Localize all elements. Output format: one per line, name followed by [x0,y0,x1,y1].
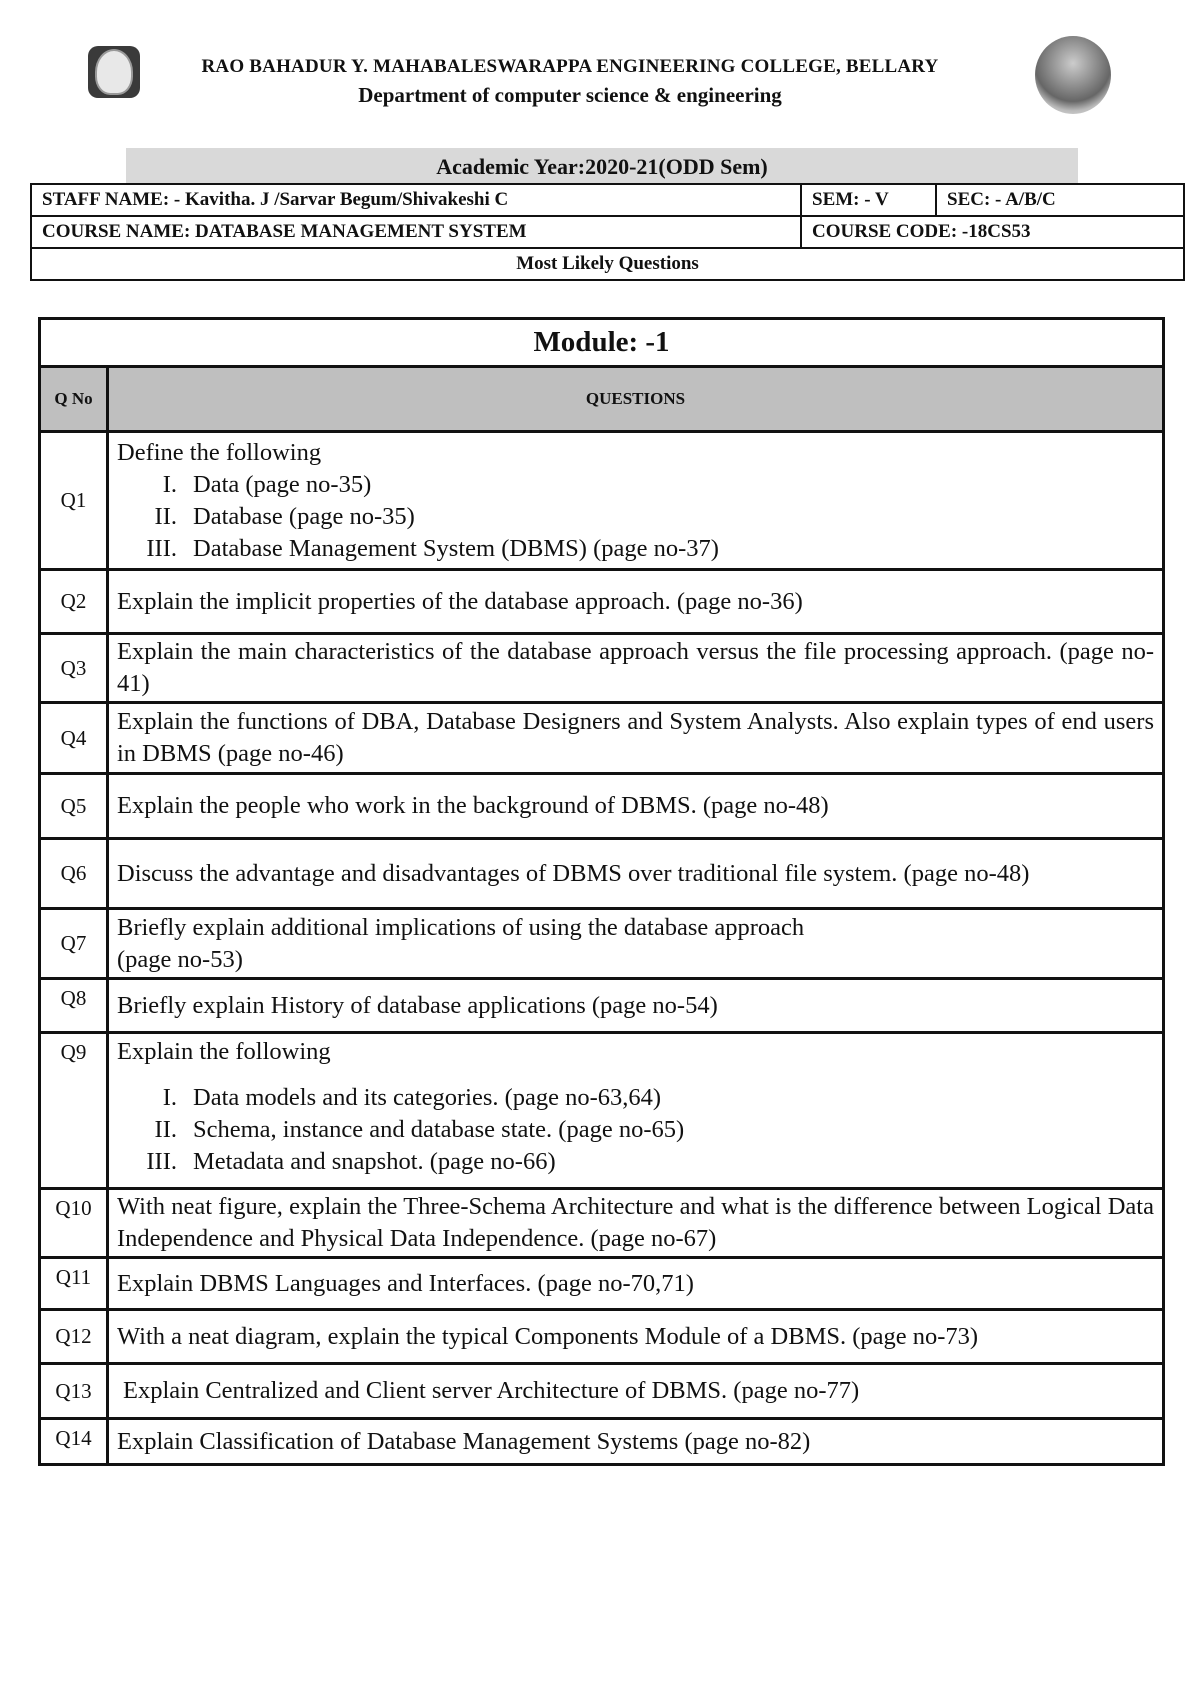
section: SEC: - A/B/C [936,184,1184,216]
question-number: Q1 [40,432,108,570]
question-continuation: (page no-53) [117,945,243,973]
question-main: Explain the people who work in the background of DBMS. (page no-48) [117,792,829,819]
question-row [40,634,1164,703]
question-row [40,839,1164,909]
question-number: Q5 [40,774,108,839]
sub-question-number: II. [154,502,177,530]
qno-header: Q No [40,367,108,432]
sub-question-text: Data (page no-35) [193,470,372,498]
question-text [108,839,1164,909]
question-row [40,979,1164,1033]
question-main: Define the following [117,438,322,466]
question-number: Q6 [40,839,108,909]
question-main: Explain the functions of DBA, Database Designers and System Analysts. Also explain types of end users in DBMS (page no-46) [117,708,1154,767]
question-main: Discuss the advantage and disadvantages of DBMS over traditional file system. (page no-48) [117,859,1030,887]
question-text [108,634,1164,703]
question-text [108,1364,1164,1419]
question-text [108,979,1164,1033]
question-text [108,1033,1164,1189]
question-row [40,1419,1164,1465]
question-number: Q4 [40,703,108,774]
college-logo [88,46,140,98]
sub-question-number: III. [146,534,177,562]
department-name: Department of computer science & engineering [358,83,782,107]
sub-question-text: Schema, instance and database state. (page no-65) [193,1116,685,1143]
question-number: Q12 [40,1310,108,1364]
question-number: Q3 [40,634,108,703]
sub-question [117,1082,1154,1114]
semester: SEM: - V [801,184,936,216]
module-title: Module: -1 [40,319,1164,367]
question-row [40,1310,1164,1364]
questions-header: QUESTIONS [108,367,1164,432]
question-number: Q14 [40,1419,108,1465]
question-main: Explain the following [117,1038,331,1065]
question-number: Q11 [40,1258,108,1310]
question-row [40,1033,1164,1189]
question-number: Q10 [40,1189,108,1258]
question-text [108,1189,1164,1258]
course-name: COURSE NAME: DATABASE MANAGEMENT SYSTEM [31,216,801,248]
question-text [108,1258,1164,1310]
question-text [108,570,1164,634]
question-text [108,774,1164,839]
question-text [108,909,1164,979]
document-title: Most Likely Questions [31,248,1184,280]
sub-question [117,1146,1154,1178]
question-text [108,432,1164,570]
sub-question-text: Database Management System (DBMS) (page no-37) [193,534,719,562]
question-main: Explain the implicit properties of the database approach. (page no-36) [117,587,803,615]
course-code: COURSE CODE: -18CS53 [801,216,1184,248]
question-main: Briefly explain History of database applications (page no-54) [117,991,718,1019]
questions-table [38,317,1165,1466]
sub-question-number: III. [146,1148,177,1175]
question-main: Briefly explain additional implications of using the database approach [117,913,805,941]
sub-question-number: II. [154,1116,177,1143]
sub-question-text: Database (page no-35) [193,502,415,530]
sub-question-number: I. [162,470,177,498]
sub-question [117,501,1154,533]
question-main: Explain DBMS Languages and Interfaces. (page no-70,71) [117,1269,694,1297]
question-number: Q8 [40,979,108,1033]
question-text [108,1310,1164,1364]
question-row [40,1258,1164,1310]
academic-year: Academic Year:2020-21(ODD Sem) [126,148,1078,183]
question-row [40,1189,1164,1258]
question-main: Explain the main characteristics of the database approach versus the file processing approach. (page no-41) [117,638,1154,697]
question-row [40,909,1164,979]
sub-question-text: Data models and its categories. (page no-63,64) [193,1084,662,1111]
question-number: Q13 [40,1364,108,1419]
question-main: With neat figure, explain the Three-Schema Architecture and what is the difference between Logical Data Independence and Physical Data Independence. (page no-67) [117,1193,1154,1252]
staff-name: STAFF NAME: - Kavitha. J /Sarvar Begum/Shivakeshi C [31,184,801,216]
sub-question [117,469,1154,501]
question-main: Explain Centralized and Client server Architecture of DBMS. (page no-77) [123,1377,860,1404]
question-number: Q9 [40,1033,108,1189]
sub-question [117,533,1154,565]
question-text [108,1419,1164,1465]
question-text [108,703,1164,774]
question-number: Q2 [40,570,108,634]
sub-question-text: Metadata and snapshot. (page no-66) [193,1148,556,1175]
question-main: With a neat diagram, explain the typical Components Module of a DBMS. (page no-73) [117,1322,979,1350]
course-info-table [30,183,1185,281]
question-row [40,1364,1164,1419]
question-row [40,570,1164,634]
question-row [40,432,1164,570]
question-row [40,703,1164,774]
founder-portrait [1035,36,1111,114]
sub-question [117,1114,1154,1146]
question-number: Q7 [40,909,108,979]
question-main: Explain Classification of Database Management Systems (page no-82) [117,1427,811,1455]
sub-question-number: I. [162,1084,177,1111]
college-name: RAO BAHADUR Y. MAHABALESWARAPPA ENGINEERING COLLEGE, BELLARY [201,56,939,77]
question-row [40,774,1164,839]
